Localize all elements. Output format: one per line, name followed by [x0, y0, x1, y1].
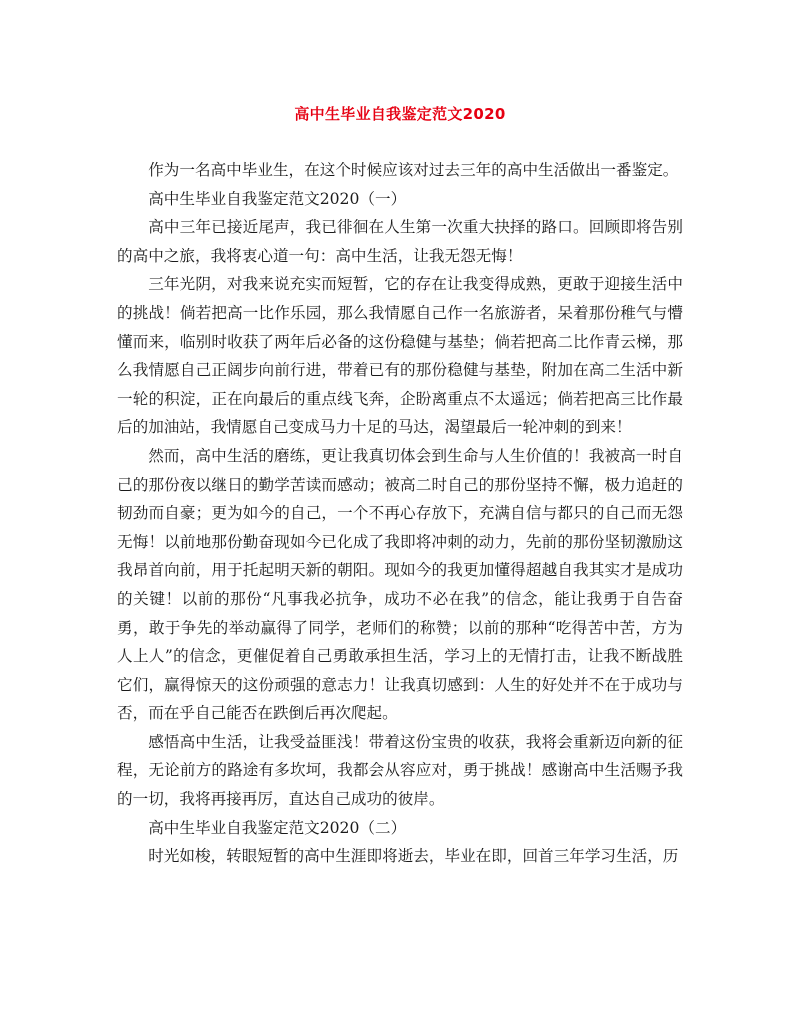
paragraph: 感悟高中生活，让我受益匪浅！带着这份宝贵的收获，我将会重新迈向新的征程，无论前方的路途有多坎坷，我都会从容应对，勇于挑战！感谢高中生活赐予我的一切，我将再接再厉，直达自己成功的彼岸。 — [117, 732, 683, 809]
section-heading-2: 高中生毕业自我鉴定范文2020（二） — [148, 818, 407, 837]
section-heading-1: 高中生毕业自我鉴定范文2020（一） — [148, 189, 407, 208]
paragraph: 高中三年已接近尾声，我已徘徊在人生第一次重大抉择的路口。回顾即将告别的高中之旅，我将衷心道一句：高中生活，让我无怨无悔！ — [117, 218, 683, 265]
paragraph: 然而，高中生活的磨练，更让我真切体会到生命与人生价值的！我被高一时自己的那份夜以继日的勤学苦读而感动；被高二时自己的那份坚持不懈，极力追赶的韧劲而自豪；更为如今的自己，一个不再心存放下，充满自信与都只的自己而无怨无悔！以前地那份勤奋现如今已化成了我即将冲刺的动力，先前的那份坚韧激励这我昂首向前，用于托起明天新的朝阳。现如今的我更加懂得超越自我其实才是成功的关键！以前的那份“凡事我必抗争，成功不必在我”的信念，能让我勇于自告奋勇，敢于争先的举动赢得了同学，老师们的称赞；以前的那种“吃得苦中苦，方为人上人”的信念，更催促着自己勇敢承担生活，学习上的无情打击，让我不断战胜它们，赢得惊天的这份顽强的意志力！让我真切感到：人生的好处并不在于成功与否，而在乎自己能否在跌倒后再次爬起。 — [117, 446, 683, 723]
document-page — [117, 0, 683, 871]
document-title: 高中生毕业自我鉴定范文2020 — [294, 105, 506, 123]
paragraph: 时光如梭，转眼短暂的高中生涯即将逝去，毕业在即，回首三年学习生活，历 — [148, 847, 679, 866]
paragraph-intro: 作为一名高中毕业生，在这个时候应该对过去三年的高中生活做出一番鉴定。 — [148, 161, 679, 179]
paragraph: 三年光阴，对我来说充实而短暂，它的存在让我变得成熟，更敢于迎接生活中的挑战！倘若把高一比作乐园，那么我情愿自己作一名旅游者，呆着那份稚气与懵懂而来，临别时收获了两年后必备的这份稳健与基垫；倘若把高二比作青云梯，那么我情愿自己正阔步向前行进，带着已有的那份稳健与基垫，附加在高二生活中新一轮的积淀，正在向最后的重点线飞奔，企盼离重点不太遥远；倘若把高三比作最后的加油站，我情愿自己变成马力十足的马达，渴望最后一轮冲刺的到来！ — [117, 275, 683, 437]
document-body — [117, 156, 683, 871]
